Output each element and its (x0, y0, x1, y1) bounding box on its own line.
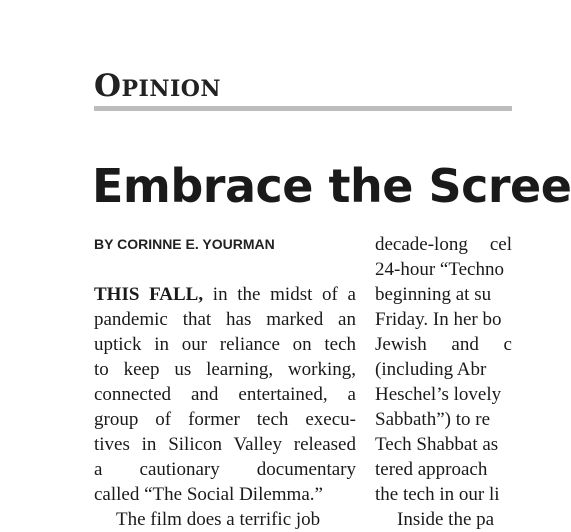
text-line: Friday. In her bo (375, 309, 502, 330)
text-line: the tech in our li (375, 484, 500, 505)
text-line: Sabbath”) to re (375, 409, 491, 430)
text-line: beginning at su (375, 284, 492, 305)
text-line: Heschel’s lovely (375, 384, 502, 405)
text-line: uptick in our reliance on tech (94, 334, 356, 355)
text-line: Jewish and c (375, 334, 512, 355)
right-column (375, 232, 512, 532)
text-line: tered approach (375, 459, 488, 480)
text-line: (including Abr (375, 359, 487, 380)
text-line: group of former tech execu- (94, 409, 356, 430)
section-label: Opinion (94, 68, 222, 104)
text-line: decade-long cel (375, 234, 512, 255)
text-line: Inside the pa (397, 509, 495, 530)
text-line: a cautionary documentary (94, 459, 356, 480)
text-line: THIS FALL, in the midst of a (94, 284, 356, 305)
byline: BY CORINNE E. YOURMAN (94, 236, 275, 252)
text-line: Tech Shabbat as (375, 434, 499, 455)
text-line: connected and entertained, a (94, 384, 356, 405)
text-line: tives in Silicon Valley released (94, 434, 356, 455)
text-line: 24-hour “Techno (375, 259, 504, 280)
text-line: called “The Social Dilemma.” (94, 484, 323, 505)
left-column (94, 282, 356, 532)
lead-in: THIS FALL, (94, 284, 204, 305)
text-line: pandemic that has marked an (94, 309, 356, 330)
text-line: to keep us learning, working, (94, 359, 356, 380)
article-headline: Embrace the Scree (92, 159, 571, 213)
text-line: The film does a terrific job (116, 509, 321, 530)
section-divider (94, 106, 512, 111)
